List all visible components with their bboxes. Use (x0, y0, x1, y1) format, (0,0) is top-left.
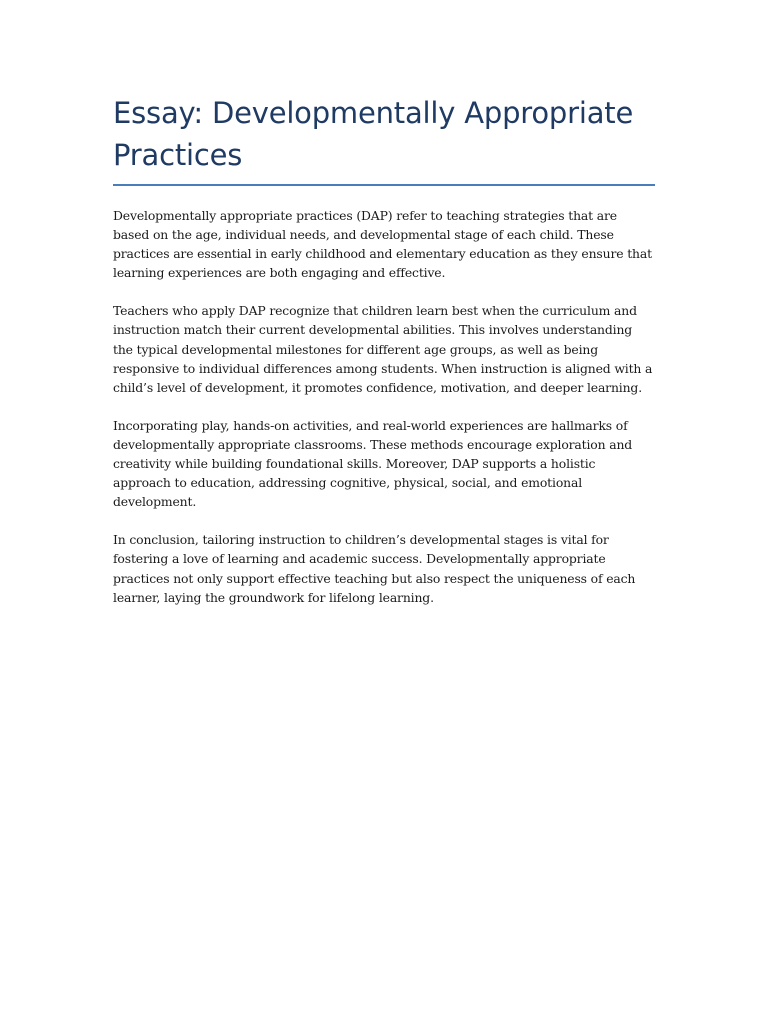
paragraph-conclusion: In conclusion, tailoring instruction to children’s developmental stages is vital for fostering a love of learning and academic success. Developmentally appropriate practices not only support effective teaching but also respect the uniqueness of each learner, laying the groundwork for lifelong learning. (113, 532, 636, 605)
paragraph-teachers: Teachers who apply DAP recognize that children learn best when the curriculum and instruction match their current developmental abilities. This involves understanding the typical developmental milestones for different age groups, as well as being responsive to individual differences among students. When instruction is aligned with a child’s level of development, it promotes confidence, motivation, and deeper learning. (113, 303, 653, 395)
paragraph-play: Incorporating play, hands-on activities, and real-world experiences are hallmarks of developmentally appropriate classrooms. These methods encourage exploration and creativity while building foundational skills. Moreover, DAP supports a holistic approach to education, addressing cognitive, physical, social, and emotional development. (113, 417, 633, 510)
paragraph-intro: Developmentally appropriate practices (DAP) refer to teaching strategies that are based on the age, individual needs, and developmental stage of each child. These practices are essential in early childhood and elementary education as they ensure that learning experiences are both engaging and effective. (113, 208, 652, 281)
document-body (113, 206, 655, 607)
document-title: Essay: Developmentally Appropriate Practices (113, 92, 655, 186)
document-page (113, 92, 655, 626)
